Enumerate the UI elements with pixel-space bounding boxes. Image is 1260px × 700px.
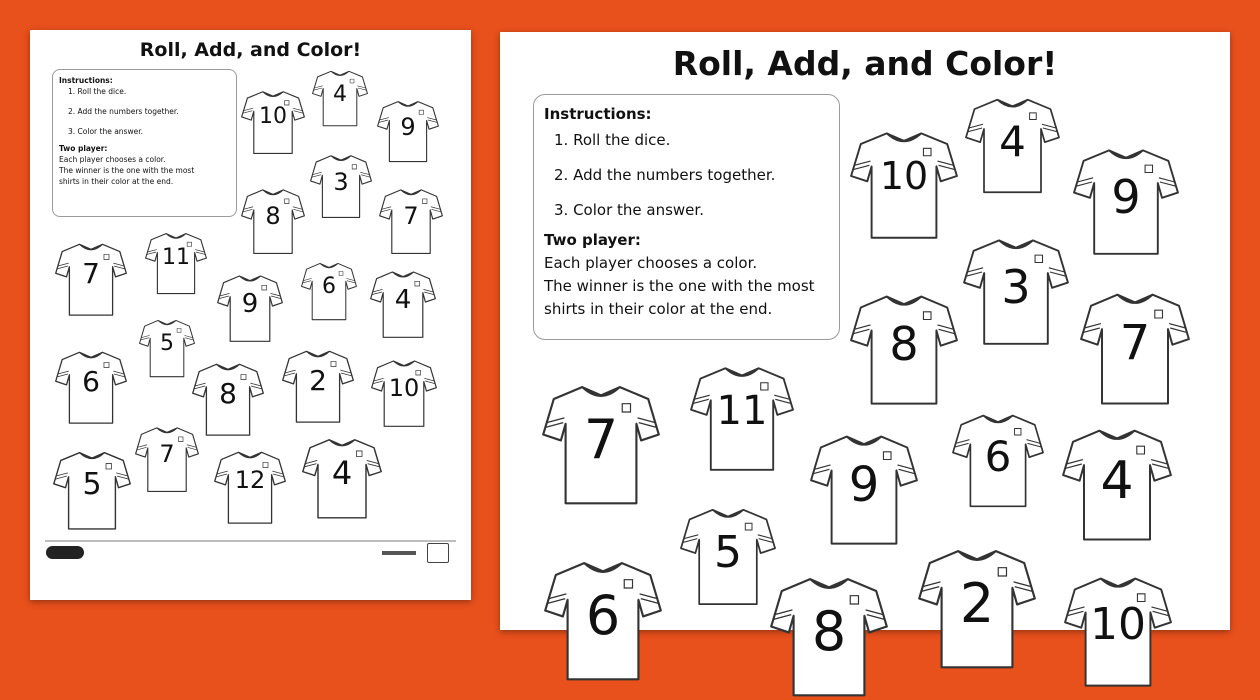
jersey-number: 5 [714, 527, 742, 579]
jersey-4 [312, 68, 368, 128]
jersey-number: 8 [811, 600, 847, 664]
jersey-number: 4 [333, 81, 347, 107]
two-player-line-1: Each player chooses a color. [544, 254, 758, 272]
jersey-8 [192, 360, 264, 438]
two-player-line-3: shirts in their color at the end. [544, 300, 773, 318]
jersey-3 [310, 152, 372, 220]
jersey-4 [370, 268, 436, 340]
jersey-number: 11 [162, 245, 190, 271]
jersey-number: 5 [160, 331, 174, 357]
jersey-number: 4 [394, 284, 412, 315]
jersey-number: 6 [585, 584, 621, 648]
worksheet-thumbnail [30, 30, 471, 600]
jersey-10 [850, 127, 958, 242]
jersey-number: 6 [984, 432, 1012, 481]
jersey-5 [53, 448, 131, 532]
instructions-heading: Instructions: [544, 105, 652, 123]
jersey-number: 11 [716, 388, 768, 435]
jersey-number: 10 [388, 373, 420, 402]
jersey-number: 7 [403, 202, 419, 231]
jersey-number: 7 [159, 440, 175, 469]
instruction-step-1: 1. Roll the dice. [68, 87, 127, 96]
jersey-number: 4 [331, 454, 353, 493]
two-player-line-3: shirts in their color at the end. [59, 177, 174, 186]
jersey-8 [770, 572, 888, 700]
worksheet-title: Roll, Add, and Color! [672, 44, 1058, 83]
jersey-7 [379, 186, 443, 256]
jersey-6 [544, 556, 662, 684]
jersey-number: 5 [82, 466, 102, 502]
jersey-number: 7 [1119, 315, 1151, 372]
jersey-9 [1073, 144, 1179, 258]
jersey-number: 10 [1090, 598, 1146, 650]
instructions-steps [544, 130, 829, 220]
instructions-box [533, 94, 840, 340]
footer-icon [427, 543, 449, 563]
jersey-4 [302, 435, 382, 521]
jersey-5 [680, 504, 776, 608]
jersey-number: 9 [848, 456, 880, 513]
worksheet-zoom-preview [500, 32, 1230, 664]
jersey-6 [952, 410, 1044, 510]
jersey-4 [965, 94, 1060, 196]
jersey-number: 6 [322, 274, 336, 300]
jersey-12 [214, 448, 286, 526]
jersey-number: 7 [583, 408, 619, 472]
jersey-number: 6 [82, 365, 100, 399]
jersey-11 [690, 362, 794, 474]
jersey-9 [217, 272, 283, 344]
instruction-step-2: 2. Add the numbers together. [554, 166, 776, 184]
jersey-2 [918, 544, 1036, 672]
jersey-number: 8 [265, 202, 281, 231]
jersey-number: 9 [400, 113, 416, 142]
jersey-5 [139, 317, 195, 379]
jersey-number: 12 [234, 466, 266, 495]
footer-divider [45, 540, 456, 542]
instruction-step-3: 3. Color the answer. [68, 127, 143, 136]
two-player-heading: Two player: [59, 144, 108, 153]
two-player-line-1: Each player chooses a color. [59, 155, 166, 164]
jersey-number: 2 [959, 572, 995, 636]
jersey-9 [377, 98, 439, 164]
worksheet-title: Roll, Add, and Color! [139, 39, 362, 61]
jersey-number: 7 [82, 257, 100, 291]
jersey-7 [55, 240, 127, 318]
jersey-number: 3 [333, 167, 349, 196]
jersey-6 [55, 348, 127, 426]
instructions-box [52, 69, 237, 217]
instructions-heading: Instructions: [59, 76, 113, 85]
jersey-number: 9 [1111, 169, 1141, 224]
jersey-10 [371, 357, 437, 429]
jersey-10 [1064, 572, 1172, 690]
two-player-line-2: The winner is the one with the most [59, 166, 195, 175]
jersey-7 [135, 424, 199, 494]
jersey-number: 10 [879, 153, 929, 198]
jersey-7 [542, 380, 660, 508]
jersey-number: 10 [259, 103, 287, 129]
instruction-step-2: 2. Add the numbers together. [68, 107, 179, 116]
jersey-8 [241, 186, 305, 256]
instruction-step-1: 1. Roll the dice. [554, 131, 671, 149]
brand-logo [46, 546, 84, 559]
jersey-number: 9 [241, 288, 259, 319]
jersey-4 [1062, 424, 1172, 544]
jersey-number: 8 [889, 316, 919, 371]
jersey-number: 4 [999, 116, 1026, 166]
jersey-9 [810, 430, 918, 548]
jersey-3 [963, 234, 1069, 348]
jersey-11 [145, 230, 207, 296]
jersey-number: 2 [309, 364, 327, 398]
jersey-number: 3 [1001, 259, 1031, 314]
two-player-line-2: The winner is the one with the most [544, 277, 815, 295]
instruction-step-3: 3. Color the answer. [554, 201, 704, 219]
two-player-heading: Two player: [544, 231, 641, 249]
jersey-10 [241, 88, 305, 156]
jersey-number: 8 [219, 377, 237, 411]
jersey-6 [301, 260, 357, 322]
jersey-2 [282, 347, 354, 425]
jersey-8 [850, 290, 958, 408]
jersey-number: 4 [1100, 451, 1134, 512]
jersey-7 [1080, 288, 1190, 408]
instructions-steps [59, 86, 230, 137]
footer-note [382, 551, 416, 555]
